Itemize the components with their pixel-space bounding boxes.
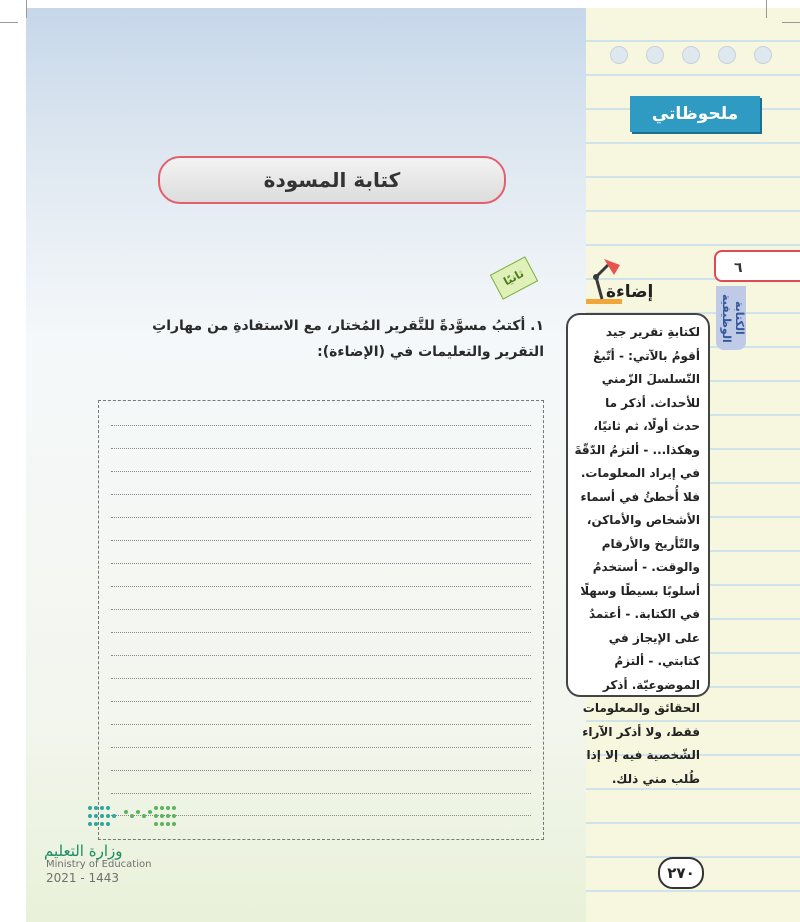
- notes-title: ملحوظاتي: [630, 96, 760, 132]
- crop-mark: [766, 0, 767, 18]
- writing-line: [111, 678, 531, 679]
- vertical-tab: الكتابة الوظيفية: [716, 286, 746, 350]
- writing-line: [111, 724, 531, 725]
- binder-hole: [682, 46, 700, 64]
- sidebar-label: إضاءة: [606, 282, 654, 302]
- crop-mark: [26, 0, 27, 18]
- writing-line: [111, 586, 531, 587]
- writing-line: [111, 494, 531, 495]
- step-tag: ثانيًا: [490, 256, 538, 300]
- tips-box: لكتابةِ تقرير جيد أقومُ بالآتي: - أتّبعُ التّسلسلَ الزّمني للأحداث. أذكر ما حدث أولًا، ثم ثانيًا، وهكذا... - ألتزمُ الدّقّةَ في إيراد المعلومات. فلا أُخطئُ في أسماء الأشخاص والأماكن، والتّأريخ والأرقام والوقت. - أستخدمُ أسلوبًا بسيطًا وسهلًا في الكتابة. - أعتمدُ على الإيجاز في كتابتي. - ألتزمُ الموضوعيّة. أذكر الحقائق والمعلومات فقط، ولا أذكر الآراء الشّخصية فيه إلا إذا طُلب مني ذلك.: [566, 313, 710, 697]
- binder-hole: [754, 46, 772, 64]
- crop-mark: [0, 22, 18, 23]
- writing-line: [111, 701, 531, 702]
- writing-line: [111, 471, 531, 472]
- writing-line: [111, 632, 531, 633]
- binder-hole: [646, 46, 664, 64]
- section-title: كتابة المسودة: [158, 156, 506, 204]
- writing-line: [111, 747, 531, 748]
- writing-line: [111, 793, 531, 794]
- chapter-number: ٦: [714, 250, 800, 282]
- ministry-logo-icon: [86, 804, 182, 834]
- instruction-text: ١. أكتبُ مسوَّدةً للتَّقرير المُختار، مع الاستفادةِ من مهاراتِ التقرير والتعليمات في (الإضاءة):: [152, 318, 544, 360]
- writing-line: [111, 655, 531, 656]
- crop-mark: [782, 22, 800, 23]
- page-number: ٢٧٠: [658, 857, 704, 889]
- ministry-name-arabic: وزارة التعليم: [44, 842, 123, 860]
- binder-hole: [718, 46, 736, 64]
- writing-line: [111, 425, 531, 426]
- writing-line: [111, 448, 531, 449]
- writing-line: [111, 770, 531, 771]
- writing-line: [111, 517, 531, 518]
- writing-line: [111, 540, 531, 541]
- writing-line: [111, 609, 531, 610]
- draft-writing-area[interactable]: [98, 400, 544, 840]
- binder-hole: [610, 46, 628, 64]
- writing-line: [111, 563, 531, 564]
- ministry-year: 2021 - 1443: [46, 871, 120, 885]
- ministry-name-english: Ministry of Education: [46, 859, 152, 870]
